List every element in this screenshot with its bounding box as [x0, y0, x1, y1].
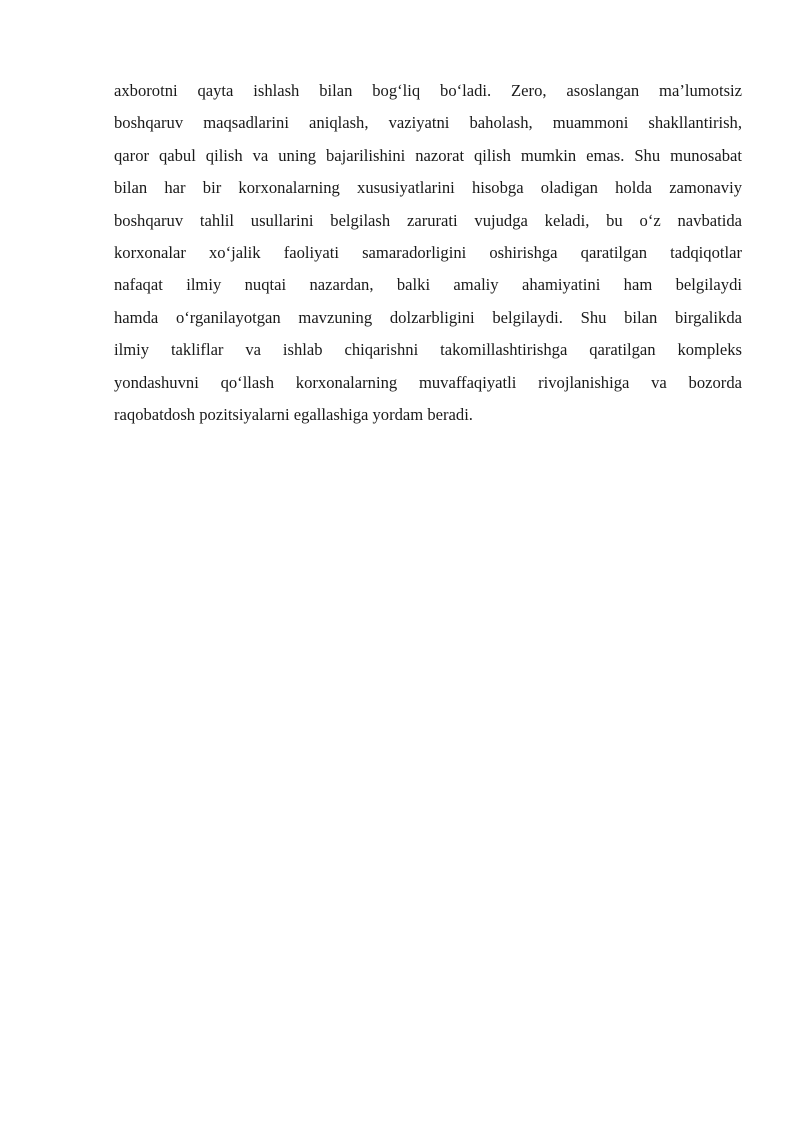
paragraph-line: boshqaruv tahlil usullarini belgilash zarurati vujudga keladi, bu o‘z navbatida [114, 210, 742, 230]
paragraph-line: raqobatdosh pozitsiyalarni egallashiga yordam beradi. [114, 405, 473, 425]
paragraph-line: korxonalar xo‘jalik faoliyati samaradorligini oshirishga qaratilgan tadqiqotlar [114, 243, 742, 263]
paragraph-line: hamda o‘rganilayotgan mavzuning dolzarbligini belgilaydi. Shu bilan birgalikda [114, 307, 742, 327]
paragraph-line: ilmiy takliflar va ishlab chiqarishni takomillashtirishga qaratilgan kompleks [114, 340, 742, 360]
paragraph-line: boshqaruv maqsadlarini aniqlash, vaziyatni baholash, muammoni shakllantirish, [114, 113, 742, 133]
paragraph-line: yondashuvni qo‘llash korxonalarning muvaffaqiyatli rivojlanishiga va bozorda [114, 372, 742, 392]
paragraph-line: qaror qabul qilish va uning bajarilishini nazorat qilish mumkin emas. Shu munosabat [114, 145, 742, 165]
paragraph-line: bilan har bir korxonalarning xususiyatlarini hisobga oladigan holda zamonaviy [114, 178, 742, 198]
paragraph-line: nafaqat ilmiy nuqtai nazardan, balki amaliy ahamiyatini ham belgilaydi [114, 275, 742, 295]
paragraph-line: axborotni qayta ishlash bilan bog‘liq bo‘ladi. Zero, asoslangan ma’lumotsiz [114, 81, 742, 100]
body-paragraph [114, 75, 742, 431]
